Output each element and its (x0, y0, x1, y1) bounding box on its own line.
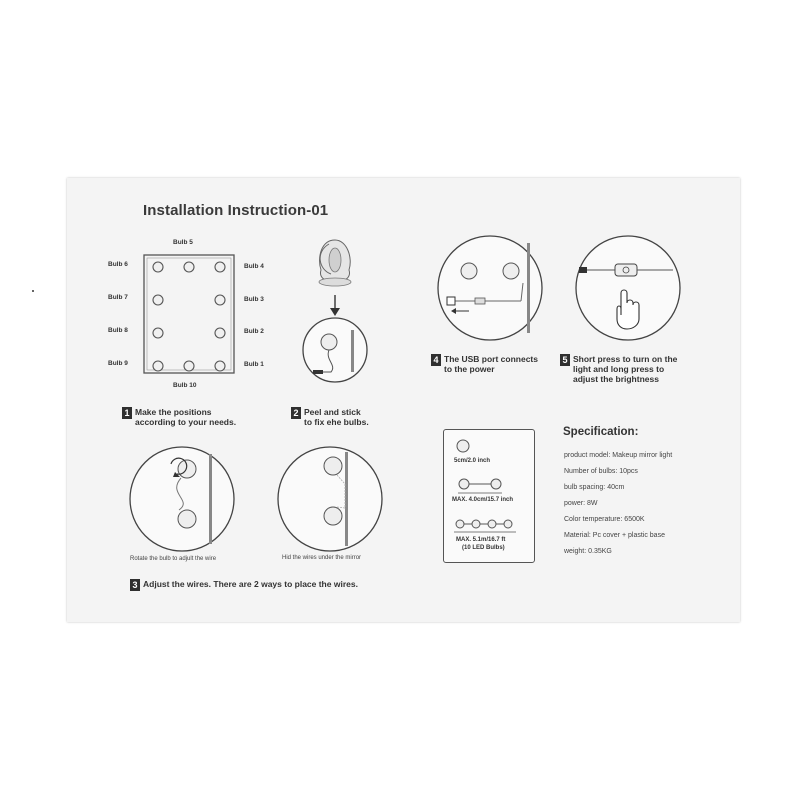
spec-line-2: Number of bulbs: 10pcs (564, 468, 638, 475)
dimensions-box (443, 429, 535, 563)
instruction-sheet (67, 178, 740, 622)
bulb-label-right-2: Bulb 3 (244, 296, 264, 303)
bulb-3 (215, 295, 225, 305)
mirror-inner (147, 258, 231, 370)
bulb-9 (153, 361, 163, 371)
rotate-bulb-illustration (127, 444, 237, 554)
step-4-number: 4 (431, 354, 441, 366)
step-2-line1: Peel and stick (304, 407, 361, 417)
hide-wires-illustration (275, 444, 385, 554)
mirror-bulb-layout (137, 248, 245, 378)
mirror-frame (144, 255, 234, 373)
step-5-line3: adjust the brightness (573, 374, 659, 384)
step-4-line1: The USB port connects (444, 354, 538, 364)
spec-line-5: Color temperature: 6500K (564, 516, 645, 523)
hide-caption: Hid the wires under the mirror (282, 555, 362, 561)
dimension-label-3b: (10 LED Bulbs) (462, 545, 505, 551)
step-5-line2: light and long press to (573, 364, 665, 374)
bulb-label-top: Bulb 5 (173, 239, 193, 246)
bulb-2 (215, 328, 225, 338)
step-4-line2: to the power (444, 364, 495, 374)
page-title: Installation Instruction-01 (143, 202, 329, 219)
bulb-label-right-3: Bulb 2 (244, 328, 264, 335)
step-5-number: 5 (560, 354, 570, 366)
speck (32, 290, 34, 292)
peel-stick-illustration (295, 230, 375, 390)
bulb-6 (153, 262, 163, 272)
step-5-line1: Short press to turn on the (573, 354, 678, 364)
step-1-line1: Make the positions (135, 407, 212, 417)
dimension-label-1: 5cm/2.0 inch (454, 458, 491, 464)
step-1 (122, 407, 236, 427)
dimension-label-2: MAX. 4.0cm/15.7 inch (452, 497, 514, 503)
step-2-line2: to fix ehe bulbs. (304, 417, 369, 427)
step-3-text: Adjust the wires. There are 2 ways to place the wires. (143, 579, 358, 589)
bulb-label-bottom: Bulb 10 (173, 382, 197, 389)
bulb-label-left-1: Bulb 6 (108, 261, 128, 268)
bulb-5 (184, 262, 194, 272)
step-2 (291, 407, 369, 427)
spec-line-3: bulb spacing: 40cm (564, 484, 625, 491)
spec-line-1: product model: Makeup mirror light (564, 452, 673, 459)
bulb-label-left-3: Bulb 8 (108, 327, 128, 334)
bulb-8 (153, 328, 163, 338)
bulb-label-right-1: Bulb 4 (244, 263, 264, 270)
dimension-label-3a: MAX. 5.1m/16.7 ft (456, 537, 506, 543)
bulb-label-right-4: Bulb 1 (244, 361, 264, 368)
step-4 (431, 354, 538, 374)
bulb-10 (184, 361, 194, 371)
bulb-1 (215, 361, 225, 371)
bulb-7 (153, 295, 163, 305)
switch-illustration (573, 233, 683, 343)
step-2-number: 2 (291, 407, 301, 419)
spec-line-4: power: 8W (564, 500, 598, 507)
usb-plug-icon (447, 297, 455, 305)
step-5 (560, 354, 677, 384)
rotate-caption: Rotate the bulb to adjult the wire (130, 556, 217, 562)
step-1-line2: according to your needs. (135, 417, 237, 427)
switch-button-icon (615, 264, 637, 276)
bulb-label-left-2: Bulb 7 (108, 294, 128, 301)
spec-line-7: weight: 0.35KG (564, 548, 612, 555)
step-1-number: 1 (122, 407, 132, 419)
spec-title: Specification: (563, 426, 639, 438)
bulb-label-left-4: Bulb 9 (108, 360, 128, 367)
spec-line-6: Material: Pc cover + plastic base (564, 532, 665, 539)
step-3-number: 3 (130, 579, 140, 591)
usb-illustration (435, 233, 545, 343)
step-3 (130, 579, 358, 597)
bulb-4 (215, 262, 225, 272)
